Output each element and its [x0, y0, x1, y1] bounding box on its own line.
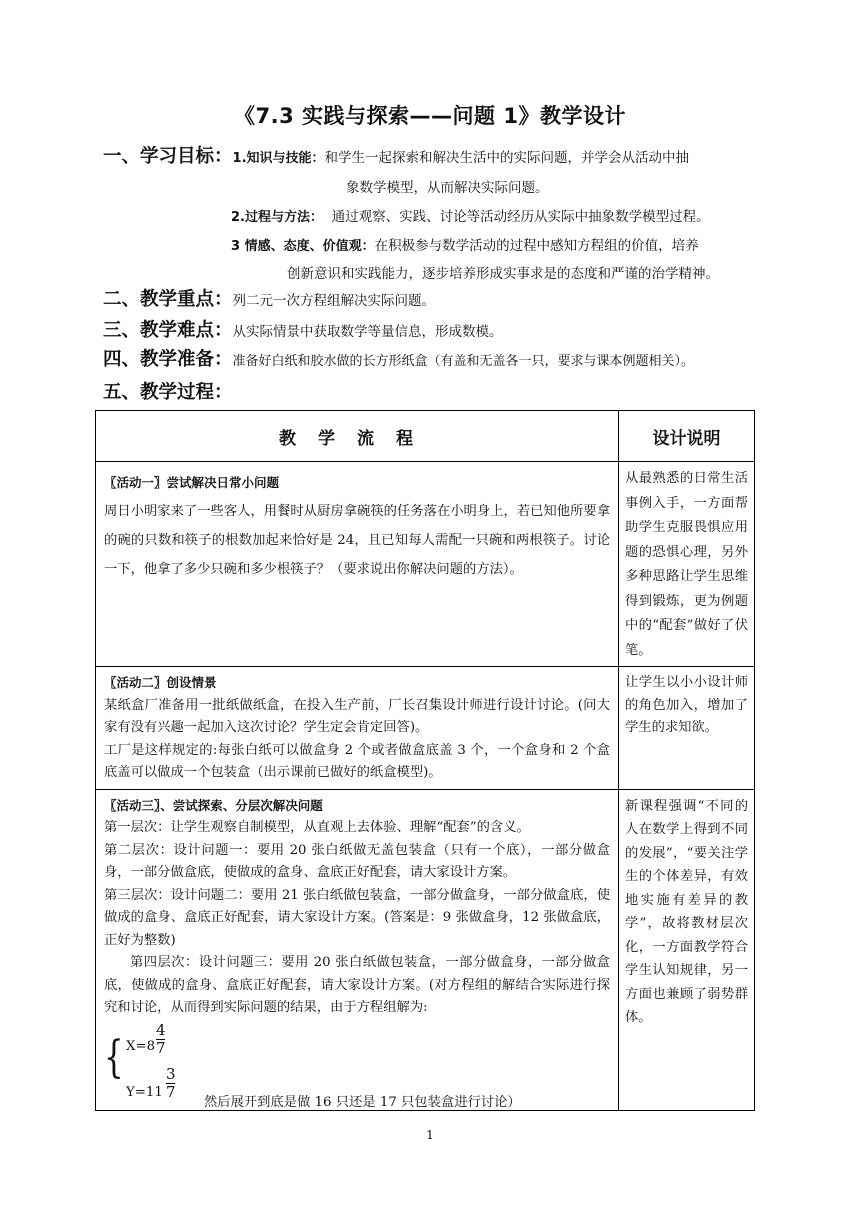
- process-section: [103, 378, 233, 404]
- equation-y-left: Y=11: [126, 1084, 163, 1100]
- header-teaching-flow: 教学流程: [96, 411, 619, 462]
- objective-3: 3 情感、态度、价值观：在积极参与数学活动的过程中感知方程组的价值，培养: [231, 238, 699, 254]
- objective-2: 2.过程与方法： 通过观察、实践、讨论等活动经历从实际中抽象数学模型过程。: [231, 209, 710, 225]
- key-point-heading: 二、教学重点: [103, 289, 215, 310]
- preparation-text: 准备好白纸和胶水做的长方形纸盒（有盖和无盖各一只，要求与课本例题相关）。: [232, 354, 695, 369]
- equation-system: [104, 1020, 610, 1110]
- equation-x: [126, 1036, 155, 1059]
- difficulty-section: 三、教学难点：从实际情景中获取数学等量信息，形成数模。: [103, 320, 503, 341]
- fraction-y-denominator: 7: [166, 1082, 176, 1101]
- activity-2-note: 让学生以小小设计师的角色加入，增加了学生的求知欲。: [625, 675, 748, 735]
- fraction-x-numerator: 4: [156, 1020, 166, 1039]
- left-brace: {: [104, 1031, 124, 1083]
- key-point-section: 二、教学重点：列二元一次方程组解决实际问题。: [103, 289, 436, 310]
- activity-2-content-1: 某纸盒厂准备用一批纸做纸盒，在投入生产前，厂长召集设计师进行设计讨论。(问大家有没有兴趣一起加入这次讨论？学生定会肯定回答)。: [104, 697, 610, 735]
- activity-3-level-1: 第一层次：让学生观察自制模型，从直观上去体验、理解“配套”的含义。: [104, 820, 530, 835]
- activity-3-note: 新课程强调“不同的人在数学上得到不同的发展”，“要关注学生的个体差异，有效地实施有差异的教学”，故将教材层次化，一方面教学符合学生认知规律，另一方面也兼顾了弱势群体。: [625, 798, 748, 1025]
- equation-x-left: X=8: [126, 1038, 156, 1054]
- key-point-text: 列二元一次方程组解决实际问题。: [232, 293, 436, 309]
- activity-1-content: 周日小明家来了一些客人，用餐时从厨房拿碗筷的任务落在小明身上，若已知他所要拿的碗的只数和筷子的根数加起来恰好是 24，且已知每人需配一只碗和两根筷子。讨论一下，他拿了多少只碗和多少根筷子？（要求说出你解决问题的方法）。: [104, 504, 610, 577]
- activity-3-level-2: 第二层次：设计问题一：要用 20 张白纸做无盖包装盒（只有一个底），一部分做盒身，一部分做盒底，使做成的盒身、盒底正好配套，请大家设计方案。: [104, 842, 610, 880]
- objective-3-line-2: 创新意识和实践能力，逐步培养形成实事求是的态度和严谨的治学精神。: [287, 266, 719, 282]
- page-number: 1: [426, 1128, 434, 1142]
- activity-3-title: 〖活动三〗、尝试探索、分层次解决问题: [104, 797, 323, 813]
- activity-3-note-cell: [619, 789, 755, 1110]
- fraction-y-numerator: 3: [166, 1064, 176, 1083]
- header-design-notes: 设计说明: [619, 411, 755, 462]
- activity-3-conclusion: 然后展开到底是做 16 只还是 17 只包装盒进行讨论）: [204, 1094, 521, 1110]
- preparation-section: 四、教学准备：准备好白纸和胶水做的长方形纸盒（有盖和无盖各一只，要求与课本例题相关）。: [103, 349, 695, 370]
- difficulty-text: 从实际情景中获取数学等量信息，形成数模。: [232, 324, 503, 340]
- fraction-x: [156, 1022, 166, 1057]
- equation-y: [126, 1082, 163, 1105]
- objectives-heading: 一、学习目标: [103, 146, 215, 167]
- document-title: 《7.3 实践与探索——问题 1》教学设计: [234, 104, 626, 128]
- preparation-heading: 四、教学准备: [103, 349, 215, 370]
- activity-1-note: 从最熟悉的日常生活事例入手，一方面帮助学生克服畏惧应用题的恐惧心理，另外多种思路让学生思维得到锻炼，更为例题中的“配套”做好了伏笔。: [625, 471, 748, 658]
- objective-3-label: 3 情感、态度、价值观: [231, 239, 362, 254]
- objective-1-line-1: 和学生一起探索和解决生活中的实际问题，并学会从活动中抽: [324, 150, 690, 166]
- objective-3-line-1: 在积极参与数学活动的过程中感知方程组的价值，培养: [374, 238, 699, 254]
- objective-2-label: 2.过程与方法: [231, 210, 310, 225]
- activity-2-content-2: 工厂是这样规定的:每张白纸可以做盒身 2 个或者做盒底盖 3 个，一个盒身和 2 个盒底盖可以做成一个包装盒（出示课前已做好的纸盒模型)。: [104, 742, 610, 780]
- activity-2-title: 〖活动二〗创设情景: [104, 675, 217, 690]
- activity-2-note-cell: [619, 667, 755, 790]
- difficulty-heading: 三、教学难点: [103, 320, 215, 341]
- activity-1-note-cell: [619, 462, 755, 667]
- activity-3-level-3: 第三层次：设计问题二：要用 21 张白纸做包装盒，一部分做盒身，一部分做盒底，使做成的盒身、盒底正好配套，请大家设计方案。(答案是：9 张做盒身，12 张做盒底，正好为整数): [104, 887, 610, 948]
- table-header-row: [96, 411, 755, 462]
- fraction-x-denominator: 7: [156, 1038, 166, 1057]
- activity-1-cell: [96, 462, 619, 667]
- teaching-process-table: [95, 410, 755, 1111]
- table-row: [96, 667, 755, 790]
- activity-1-title: 〖活动一〗尝试解决日常小问题: [104, 475, 280, 490]
- table-row: [96, 789, 755, 1110]
- activity-3-level-4: 第四层次：设计问题三：要用 20 张白纸做包装盒，一部分做盒身，一部分做盒底，使做成的盒身、盒底正好配套，请大家设计方案。(对方程组的解结合实际进行探究和讨论，从而得到实际问题的结果，由于方程组解为:: [104, 955, 610, 1015]
- fraction-y: [166, 1066, 176, 1101]
- objectives-section: 一、学习目标：1.知识与技能：和学生一起探索和解决生活中的实际问题，并学会从活动中抽: [103, 146, 690, 167]
- objective-1-label: 1.知识与技能: [232, 151, 312, 166]
- objective-2-text: 通过观察、实践、讨论等活动经历从实际中抽象数学模型过程。: [331, 209, 710, 225]
- activity-3-cell: [96, 789, 619, 1110]
- process-heading: 五、教学过程：: [103, 382, 233, 403]
- activity-2-cell: [96, 667, 619, 790]
- table-row: [96, 462, 755, 667]
- objective-1-line-2: 象数学模型，从而解决实际问题。: [346, 180, 549, 196]
